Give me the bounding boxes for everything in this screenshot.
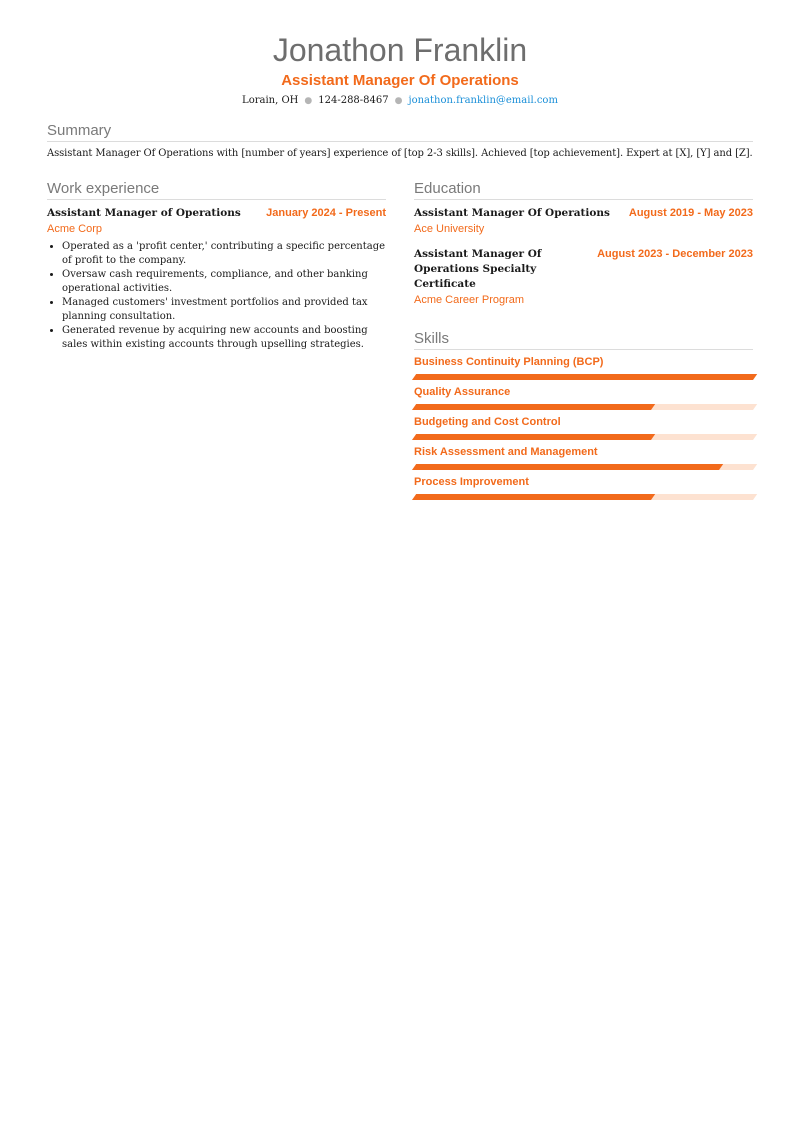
skills-heading: Skills — [414, 330, 753, 350]
skill-level-fill — [412, 434, 655, 440]
list-item: • Managed customers' investment portfolios and provided tax planning consultation. — [62, 296, 386, 324]
email-link[interactable]: jonathon.franklin@email.com — [408, 95, 558, 106]
education-school: Ace University — [414, 223, 485, 235]
separator-dot: ● — [304, 96, 313, 106]
summary-heading: Summary — [47, 122, 753, 142]
work-dates: January 2024 - Present — [266, 207, 386, 219]
skills-section — [414, 330, 753, 500]
skill-level-bar — [412, 404, 757, 410]
summary-text: Assistant Manager Of Operations with [number of years] experience of [top 2-3 skills]. Achieved [top achievement]. Expert at [X], [Y] and [Z]. — [47, 148, 753, 159]
skill-level-bar — [412, 374, 757, 380]
skill-name: Risk Assessment and Management — [414, 446, 598, 458]
education-section — [414, 180, 753, 308]
skill-level-fill — [412, 374, 757, 380]
skill-name: Process Improvement — [414, 476, 529, 488]
list-item: • Generated revenue by acquiring new accounts and boosting sales within existing accounts through upselling strategies. — [62, 324, 386, 352]
work-experience-section — [47, 180, 386, 352]
skill-item — [414, 475, 753, 500]
right-column — [414, 180, 753, 500]
education-entry — [414, 206, 753, 237]
skills-list — [414, 355, 753, 500]
summary-section — [47, 122, 753, 161]
education-degree: Assistant Manager Of Operations Specialty Certificate — [414, 248, 542, 290]
skill-level-fill — [412, 494, 655, 500]
skill-item — [414, 385, 753, 410]
skill-name: Budgeting and Cost Control — [414, 416, 561, 428]
skill-item — [414, 415, 753, 440]
location: Lorain, OH — [242, 95, 299, 106]
education-entry — [414, 247, 753, 308]
education-degree: Assistant Manager Of Operations — [414, 207, 610, 219]
work-entry — [47, 206, 386, 352]
list-item: • Oversaw cash requirements, compliance, and other banking operational activities. — [62, 268, 386, 296]
education-school: Acme Career Program — [414, 294, 525, 306]
skill-level-bar — [412, 494, 757, 500]
work-role: Assistant Manager of Operations — [47, 207, 241, 219]
skill-level-bar — [412, 434, 757, 440]
skill-item — [414, 355, 753, 380]
candidate-name: Jonathon Franklin — [272, 32, 528, 68]
skill-name: Business Continuity Planning (BCP) — [414, 356, 604, 368]
resume-page — [47, 0, 753, 488]
contact-line — [47, 93, 753, 109]
skill-item — [414, 445, 753, 470]
phone: 124-288-8467 — [318, 95, 389, 106]
skill-level-fill — [412, 464, 723, 470]
list-item: • Operated as a 'profit center,' contributing a specific percentage of profit to the company. — [62, 240, 386, 268]
work-heading: Work experience — [47, 180, 386, 200]
skill-level-fill — [412, 404, 655, 410]
skill-level-bar — [412, 464, 757, 470]
candidate-title: Assistant Manager Of Operations — [281, 72, 519, 89]
work-bullets — [47, 240, 386, 352]
education-dates: August 2019 - May 2023 — [628, 207, 753, 219]
work-company: Acme Corp — [47, 223, 103, 235]
education-heading: Education — [414, 180, 753, 200]
education-dates: August 2023 - December 2023 — [597, 248, 753, 260]
separator-dot: ● — [394, 96, 403, 106]
skill-name: Quality Assurance — [414, 386, 511, 398]
